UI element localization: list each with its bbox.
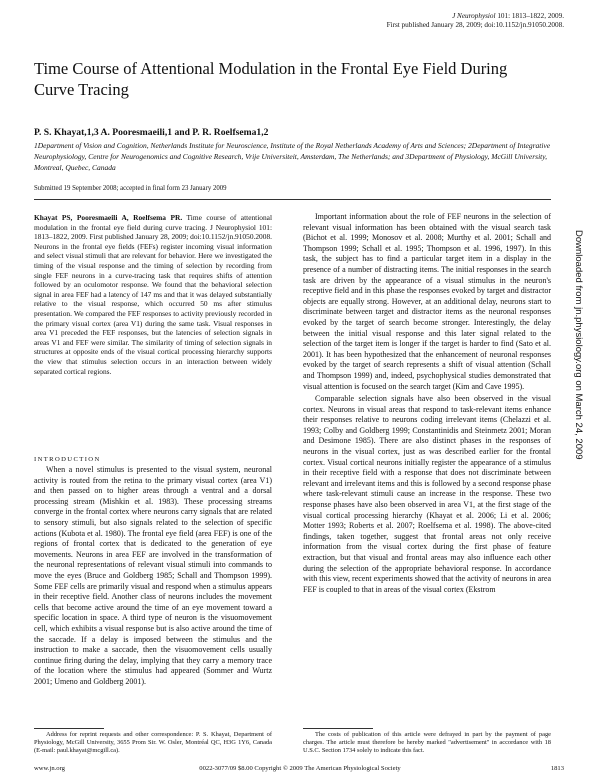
published-line: First published January 28, 2009; doi:10.1152/jn.91050.2008. xyxy=(386,21,564,29)
right-column xyxy=(303,212,551,595)
authors: P. S. Khayat,1,3 A. Pooresmaeili,1 and P. R. Roelfsema1,2 xyxy=(34,127,269,138)
journal-header xyxy=(387,12,564,30)
download-sidebar: Downloaded from jn.physiology.org on March 24, 2009 xyxy=(573,230,584,460)
journal-citation: 101: 1813–1822, 2009. xyxy=(497,12,564,20)
footer-page-number: 1813 xyxy=(550,765,564,772)
journal-name: J Neurophysiol xyxy=(452,12,496,20)
abstract-text: Neurons in the frontal eye fields (FEFs) register incoming visual information and select visual stimuli that are relevant for behavior. Here we investigated the timing of the visual response and the timing of selection by recording from single FEF neurons in a curve-tracing task that requires shifts of attention followed by an oculomotor response. We found that the behavioral selection signal in area FEF had a latency of 147 ms and that it was delayed substantially relative to the visual response, which occurred 50 ms after stimulus presentation. We compared the FEF responses to activity previously recorded in the primary visual cortex (area V1) during the same task. Visual responses in area V1 preceded the FEF responses, but the latencies of selection signals in areas V1 and FEF were similar. The similarity of timing of selection signals in structures at opposite ends of the visual cortical processing hierarchy supports the view that stimulus selection occurs in an interaction between widely separated cortical regions. xyxy=(34,241,272,376)
footnote-correspondence: Address for reprint requests and other correspondence: P. S. Khayat, Department of Physiology, McGill University, 3655 Prom Sir. W. Osler, Montréal QC, H3G 1Y6, Canada (E-mail: paul.khayat@mcgill.ca). xyxy=(34,731,272,755)
footnote-costs: The costs of publication of this article were defrayed in part by the payment of page charges. The article must therefore be hereby marked "advertisement" in accordance with 18 U.S.C. Section 1734 solely to indicate this fact. xyxy=(303,731,551,755)
abstract-citation-lead: Khayat PS, Pooresmaeili A, Roelfsema PR. xyxy=(34,213,183,222)
right-paragraph-2: Comparable selection signals have also been observed in the visual cortex. Neurons in visual areas that respond to task-relevant items enhance their responses relative to neurons coding irrelevant items (Chelazzi et al. 1993; Colby and Goldberg 1999; Constantinidis and Steinmetz 2001; Moran and Desimone 1985). There are also distinct phases in the responses of neurons in the visual cortex, just as was described earlier for the frontal cortex. Visual cortical neurons initially register the appearance of a stimulus in their receptive field with a response that does not discriminate between relevant and irrelevant items and this is followed by a second response phase where task-relevant stimuli cause an increase in the response. These two response phases have also been observed in area V1, at the first stage of the visual cortical processing hierarchy (Khayat et al. 2006; Li et al. 2006; Motter 1993; Roberts et al. 2007; Roelfsema et al. 1998). The above-cited findings, taken together, suggest that frontal areas not only receive information from the visual cortex during the first phase of feature extraction, but that visual and frontal areas may also influence each other during the selection of the appropriate behavioral response. In accordance with this view, recent experiments showed that the activity of neurons in area FEF is coupled to that in areas of the visual cortex (Ekstrom xyxy=(303,394,551,594)
paper-title: Time Course of Attentional Modulation in the Frontal Eye Field During Curve Tracing xyxy=(34,59,508,99)
abstract-citation-rest: Time course of attentional modulation in the frontal eye field during curve tracing. J Neurophysiol 101: 1813–1822, 2009. First published January 28, 2009; doi:10.1152/jn.91050.2008. xyxy=(34,213,272,242)
abstract xyxy=(34,213,272,376)
intro-heading: INTRODUCTION xyxy=(34,456,101,463)
right-paragraph-1: Important information about the role of FEF neurons in the selection of relevant visual information has been obtained with the visual search task (Bichot et al. 1999; Monosov et al. 2008; Murthy et al. 2001; Schall and Thompson 1999; Schall et al. 1995; Thompson et al. 1996, 1997). In this task, the subject has to find a particular target item in a display in the presence of a number of distracting items. The initial responses in the search task are driven by the appearance of a visual stimulus in the neuron's receptive field and in this phase the responses evoked by target and distractor objects are equally strong. However, at an additional delay, neurons start to discriminate between target and distractor items as the neuronal responses evoked by the target of search become stronger. Interestingly, the delay between the initial visual response and this later signal related to the selection of the target item is longer if the target is harder to find (Sato et al. 2001). It has been hypothesized that the enhancement of neuronal responses evoked by the target of search represents a shift of visual attention (Schall and Thompson 1999) and, indeed, psychophysical studies demonstrated that visual attention is focused on the search target (Kim and Cave 1995). xyxy=(303,212,551,391)
footnote-divider-right xyxy=(303,728,373,729)
submission-dates: Submitted 19 September 2008; accepted in final form 23 January 2009 xyxy=(34,185,227,192)
footer-website: www.jn.org xyxy=(34,765,65,772)
intro-paragraph: When a novel stimulus is presented to the visual system, neuronal activity is routed from the retina to the primary visual cortex (area V1) and then passed on to higher areas through a ventral and a dorsal processing stream (Mishkin et al. 1983). These processing streams converge in the frontal cortex where neurons carry signals that are related to sensory stimuli, but also signals related to the selection of specific actions (Kubota et al. 1980). The frontal eye field (area FEF) is one of the regions of frontal cortex that is dedicated to the generation of eye movements. Neurons in area FEF are involved in the transformation of the neuronal representations of relevant visual stimuli into commands to move the eyes (Bruce and Goldberg 1985; Schall and Thompson 1999). Some FEF cells are primarily visual and respond when a stimulus appears in their receptive field. Another class of neurons includes the movement cells that become active around the time of an eye movement toward a specific location in space. A third type of neuron is the visuomovement cell, which exhibits a visual response but is also active around the time of the saccade. If a delay is imposed between the stimulus and the instruction to make a saccade, then the visuomovement cells usually continue firing during the delay, implying that they carry a memory trace of the location where the stimulus had appeared (Sommer and Wurtz 2001; Umeno and Goldberg 2001). xyxy=(34,465,272,686)
footnote-divider-left xyxy=(34,728,104,729)
affiliations: 1Department of Vision and Cognition, Netherlands Institute for Neuroscience, Institute of the Royal Netherlands Academy of Arts and Sciences; 2Department of Integrative Neurophysiology, Centre for Neurogenomics and Cognitive Research, Vrije Universiteit, Amsterdam, The Netherlands; and 3Department of Physiology, McGill University, Montreal, Quebec, Canada xyxy=(34,141,551,172)
header-divider xyxy=(34,199,551,200)
footer-copyright: 0022-3077/09 $8.00 Copyright © 2009 The American Physiological Society xyxy=(199,765,401,772)
